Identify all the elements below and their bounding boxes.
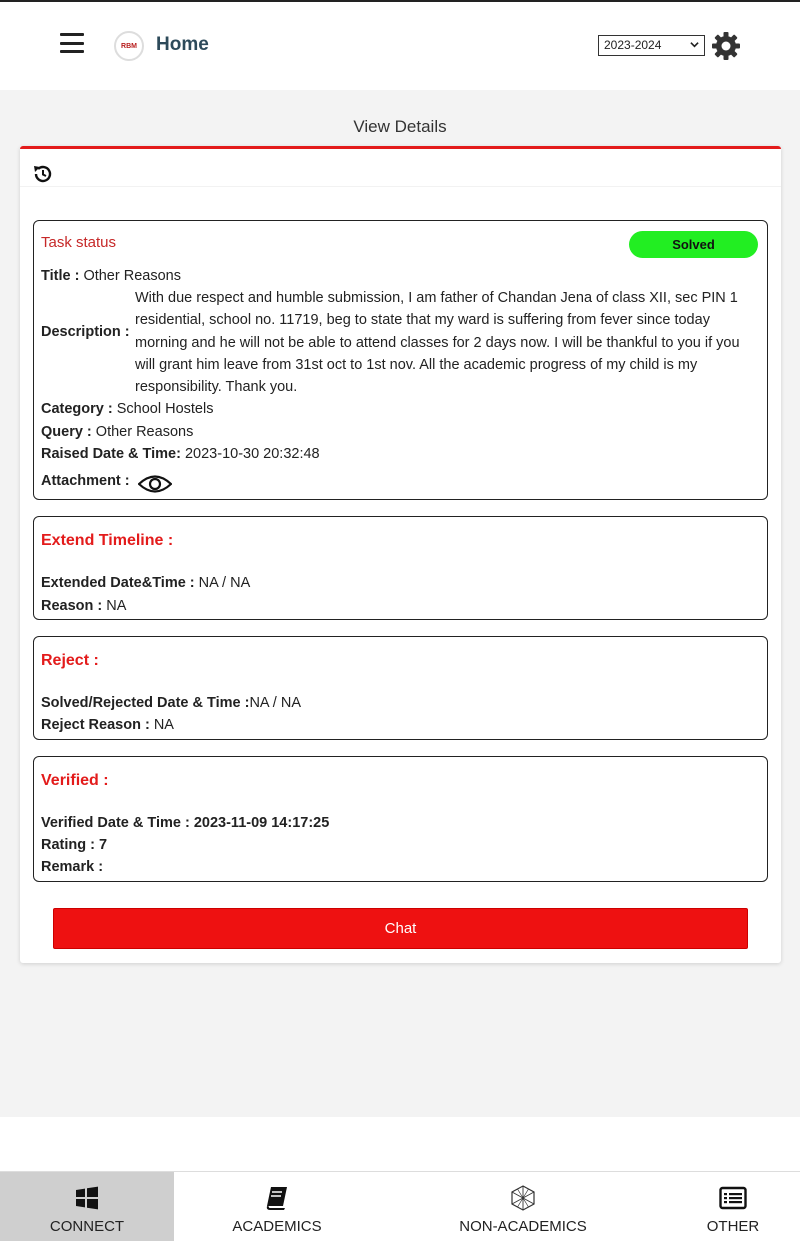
school-logo [114, 31, 144, 61]
raised-date-value: 2023-10-30 20:32:48 [184, 446, 320, 462]
book-icon [263, 1184, 291, 1212]
task-status-box [33, 220, 768, 500]
remark-label: Remark : [41, 859, 104, 875]
description-value: With due respect and humble submission, I am father of Chandan Jena of class XII, sec PIN 1 residential, school no. 11719, beg to state that my ward is suffering from fever since today morning and he will not be able to attend classes for 2 days now. I will be thankful to you if you will grant him leave from 31st oct to 1st nov. All the academic progress of my child is my responsibility. Thank you. [135, 290, 740, 396]
task-status-label: Task status [41, 234, 117, 251]
nav-other[interactable] [646, 1172, 800, 1241]
history-icon[interactable] [31, 162, 55, 186]
hamburger-menu-icon[interactable] [60, 30, 84, 56]
nav-non-academics[interactable] [436, 1172, 610, 1241]
extend-timeline-box [33, 516, 768, 620]
status-badge: Solved [629, 231, 758, 258]
eye-icon[interactable] [138, 473, 172, 495]
sphere-icon [509, 1184, 537, 1212]
gear-icon[interactable] [710, 30, 742, 62]
category-value: School Hostels [116, 401, 214, 417]
attachment-row [41, 473, 130, 489]
verified-date-label: Verified Date & Time : [41, 815, 190, 831]
description-label: Description : [41, 324, 130, 340]
raised-date-label: Raised Date & Time: [41, 446, 181, 462]
reject-heading: Reject : [41, 652, 99, 669]
rating-row [41, 837, 107, 853]
rejected-date-label: Solved/Rejected Date & Time : [41, 695, 250, 711]
title-value: Other Reasons [83, 268, 181, 284]
extend-reason-row [41, 598, 126, 614]
rejected-date-row [41, 695, 301, 711]
academic-year-select[interactable] [598, 35, 705, 56]
query-label: Query : [41, 424, 92, 440]
bottom-navigation [0, 1171, 800, 1241]
attachment-label: Attachment : [41, 473, 130, 489]
rejected-date-value: NA / NA [249, 695, 302, 711]
academic-year-value: 2023-2024 [604, 38, 662, 52]
reject-box [33, 636, 768, 740]
verified-box [33, 756, 768, 882]
verified-heading: Verified : [41, 772, 109, 789]
chat-button[interactable]: Chat [53, 908, 748, 949]
view-details-title: View Details [353, 117, 447, 136]
nav-academics-label: ACADEMICS [232, 1218, 322, 1235]
windows-grid-icon [73, 1184, 101, 1212]
rating-value: 7 [99, 837, 108, 853]
chevron-down-icon [690, 40, 699, 49]
top-app-bar [0, 0, 800, 90]
category-row [41, 401, 213, 417]
extended-date-row [41, 575, 250, 591]
reject-reason-row [41, 717, 174, 733]
title-row [41, 268, 181, 284]
reject-reason-label: Reject Reason : [41, 717, 150, 733]
title-label: Title : [41, 268, 80, 284]
query-value: Other Reasons [95, 424, 194, 440]
raised-date-row [41, 446, 320, 462]
extended-date-label: Extended Date&Time : [41, 575, 195, 591]
rating-label: Rating : [41, 837, 95, 853]
verified-date-value: 2023-11-09 14:17:25 [193, 815, 330, 831]
nav-connect[interactable] [0, 1172, 174, 1241]
nav-connect-label: CONNECT [49, 1218, 125, 1235]
extend-reason-label: Reason : [41, 598, 103, 614]
nav-academics[interactable] [190, 1172, 364, 1241]
reject-reason-value: NA [153, 717, 174, 733]
category-label: Category : [41, 401, 113, 417]
divider [20, 186, 781, 187]
extend-reason-value: NA [106, 598, 127, 614]
list-icon [719, 1184, 747, 1212]
nav-other-label: OTHER [706, 1218, 760, 1235]
logo-text: RBM [121, 42, 137, 50]
verified-date-row [41, 815, 329, 831]
page-title-home: Home [156, 34, 209, 55]
remark-row [41, 859, 103, 875]
query-row [41, 424, 193, 440]
extend-timeline-heading: Extend Timeline : [41, 532, 174, 549]
nav-non-academics-label: NON-ACADEMICS [459, 1218, 587, 1235]
extended-date-value: NA / NA [198, 575, 251, 591]
